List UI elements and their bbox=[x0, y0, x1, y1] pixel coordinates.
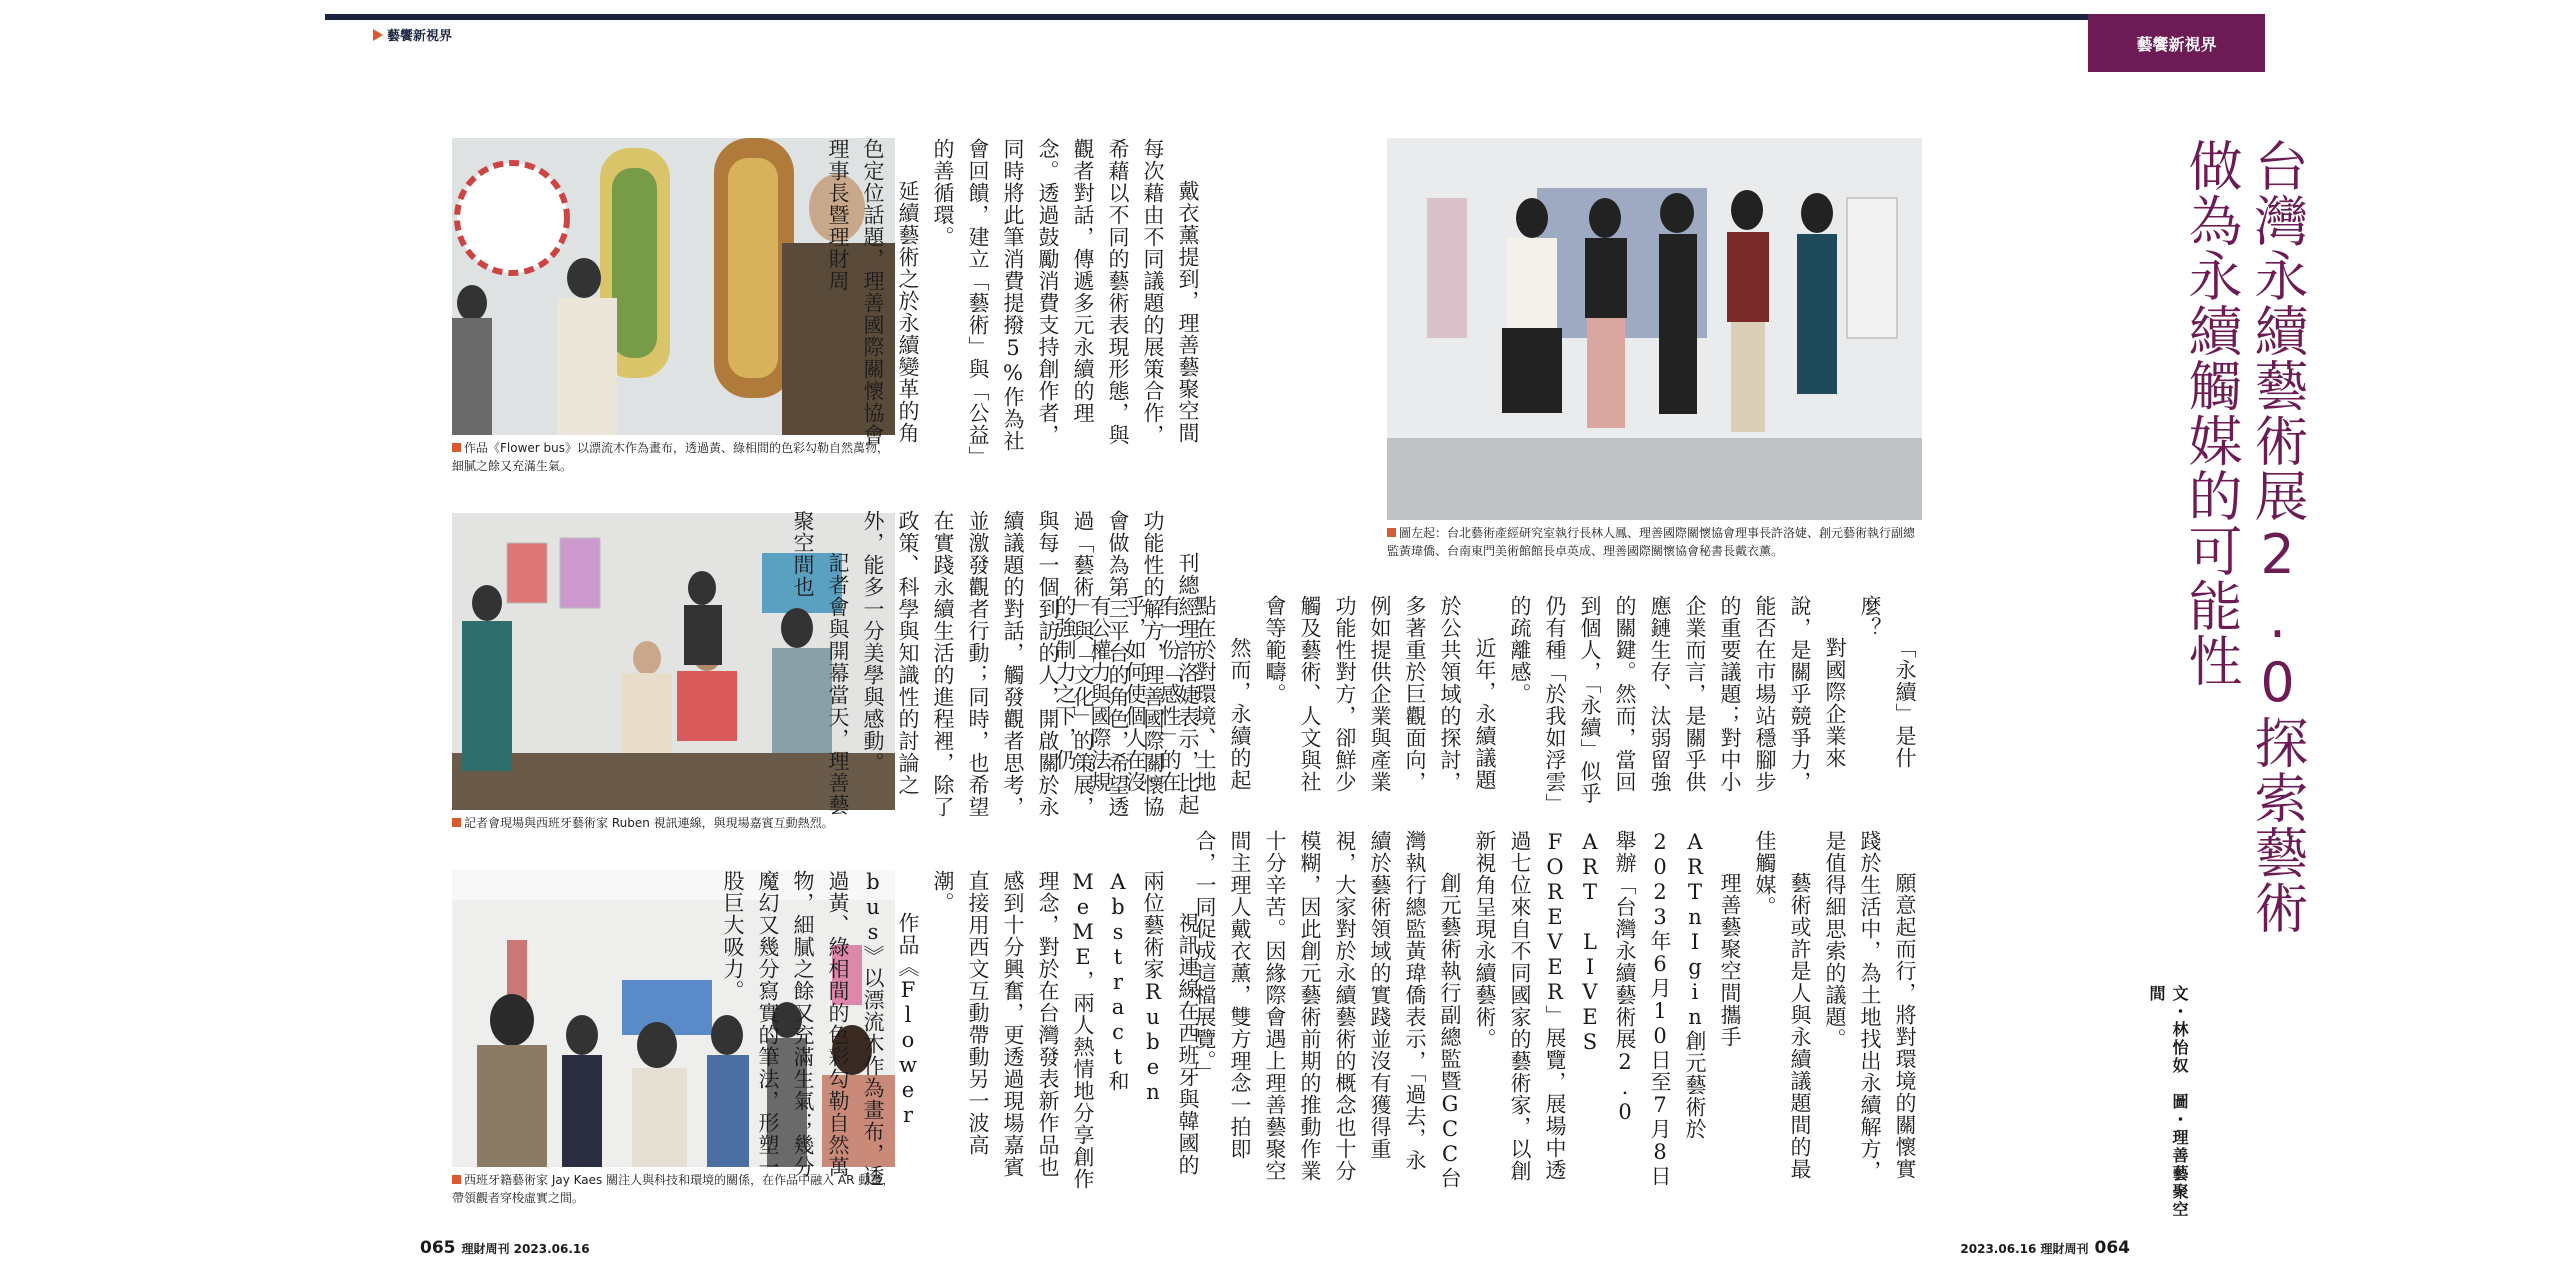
body-left-top bbox=[826, 138, 1205, 458]
article-byline: 文・林怡奴 圖・理善藝聚空間 bbox=[2147, 985, 2189, 1219]
paragraph: 創元藝術執行副總監暨GCC台灣執行總監黃瑋僑表示，「過去，永續於藝術領域的實踐並沒有獲得重視，大家對於永續藝術的概念也十分模糊，因此創元藝術前期的推動作業十分辛苦。因緣際會遇上理善藝聚空間主理人戴衣薰，雙方理念一拍即合，一同促成這檔展覽。」 bbox=[1193, 830, 1462, 1189]
caption-marker bbox=[452, 1175, 461, 1184]
paragraph: 理善藝聚空間攜手ARTnIgin創元藝術於2023年6月10日至7月8日舉辦「台灣永續藝術展2.0 ART LIVES FOREVER」展覽，展場中透過七位來自不同國家的藝術家，以創新視角呈現永續藝術。 bbox=[1473, 830, 1742, 1187]
folio-left-meta: 理財周刊 2023.06.16 bbox=[461, 1242, 590, 1256]
paragraph: 刊總經理許洛婕表示，比起功能性的解方，理善國際關懷協會做為第三平台的角色，希望透過「藝術」與「文化」的策展，與每一個到訪的人，開啟關於永續議題的對話，觸發觀者思考，並激發觀者行動；同時，也希望在實踐永續生活的進程裡，除了政策、科學與知識性的討論之外，能多一分美學與感動。 bbox=[861, 510, 1200, 818]
section-tab-right-text: 藝饗新視界 bbox=[2136, 34, 2217, 54]
folio-left bbox=[420, 1238, 590, 1258]
caption-marker bbox=[1387, 528, 1396, 537]
paragraph: 延續藝術之於永續變革的角色定位話題，理善國際關懷協會理事長暨理財周 bbox=[826, 138, 920, 446]
section-tab-right bbox=[2088, 14, 2265, 72]
caption-marker bbox=[452, 443, 461, 452]
body-left-middle bbox=[791, 510, 1205, 830]
paragraph: 對國際企業來說，是關乎競爭力，能否在市場站穩腳步的重要議題；對中小企業而言，是關乎供應鏈生存、汰弱留強的關鍵。然而，當回到個人，「永續」似乎仍有種「於我如浮雲」的疏離感。 bbox=[1508, 595, 1847, 805]
body-right-top bbox=[1053, 595, 1922, 810]
paragraph: 藝術或許是人與永續議題間的最佳觸媒。 bbox=[1753, 830, 1812, 1180]
body-right-bottom bbox=[1193, 830, 1922, 1190]
page-number-left: 065 bbox=[420, 1238, 456, 1258]
paragraph: 戴衣薰提到，理善藝聚空間每次藉由不同議題的展策合作，希藉以不同的藝術表現形態，與觀者對話，傳遞多元永續的理念。透過鼓勵消費支持創作者，同時將此筆消費提撥5%作為社會回饋，建立「藝術」與「公益」的善循環。 bbox=[931, 138, 1200, 458]
paragraph: 作品《Flower bus》以漂流木作為畫布，透過黃、綠相間的色彩勾勒自然萬物，細膩之餘又充滿生氣；幾分魔幻又幾分寫實的筆法，形塑一股巨大吸力。 bbox=[721, 870, 920, 1187]
folio-right bbox=[1960, 1238, 2130, 1258]
caption-group-text: 圖左起：台北藝術產經研究室執行長林人鳳、理善國際關懷協會理事長許洛婕、創元藝術執行副總監黃瑋僑、台南東門美術館館長卓英成、理善國際關懷協會秘書長戴衣薰。 bbox=[1387, 526, 1916, 558]
paragraph: 近年，永續議題於公共領域的探討，多著重於巨觀面向，例如提供企業與產業功能性對方，卻鮮少觸及藝術、人文與社會等範疇。 bbox=[1263, 595, 1497, 793]
article-title: 台灣永續藝術展2.0探索藝術做為永續觸媒的可能性 bbox=[2180, 138, 2309, 935]
paragraph: 視訊連線在西班牙與韓國的兩位藝術家Ruben Abstract和MeME，兩人熱情地分享創作理念，對於在台灣發表新作品也感到十分興奮，更透過現場嘉賓直接用西文互動帶動另一波高潮。 bbox=[931, 870, 1200, 1190]
caption-press-text: 記者會現場與西班牙藝術家 Ruben 視訊連線，與現場嘉賓互動熱烈。 bbox=[464, 816, 834, 830]
arrow-icon bbox=[373, 29, 383, 41]
paragraph: 記者會與開幕當天，理善藝聚空間也 bbox=[791, 510, 850, 816]
caption-flower-bus-text: 作品《Flower bus》以漂流木作為畫布，透過黃、綠相間的色彩勾勒自然萬物，細膩之餘又充滿生氣。 bbox=[452, 441, 890, 473]
photo-group bbox=[1387, 138, 1922, 520]
section-label-left-text: 藝饗新視界 bbox=[387, 29, 453, 44]
paragraph: 然而，永續的起點在於對環境、土地有一份「感性」的在乎，如何使個人在沒有公權力與國際法規的強制力之下，仍 bbox=[1053, 595, 1252, 793]
caption-marker bbox=[452, 818, 461, 827]
header-rule bbox=[325, 14, 2265, 20]
paragraph: 願意起而行，將對環境的關懷實踐於生活中，為土地找出永續解方，是值得細思索的議題。 bbox=[1823, 830, 1917, 1182]
page-number-right: 064 bbox=[2094, 1238, 2130, 1258]
section-label-left bbox=[373, 25, 452, 44]
caption-artist-text: 西班牙籍藝術家 Jay Kaes 關注人與科技和環境的關係，在作品中融入 AR 動畫，帶領觀者穿梭虛實之間。 bbox=[452, 1173, 895, 1205]
paragraph: 「永續」是什麼？ bbox=[1858, 595, 1917, 769]
body-left-bottom bbox=[721, 870, 1205, 1190]
caption-group bbox=[1387, 524, 1922, 560]
folio-right-meta: 2023.06.16 理財周刊 bbox=[1960, 1242, 2089, 1256]
